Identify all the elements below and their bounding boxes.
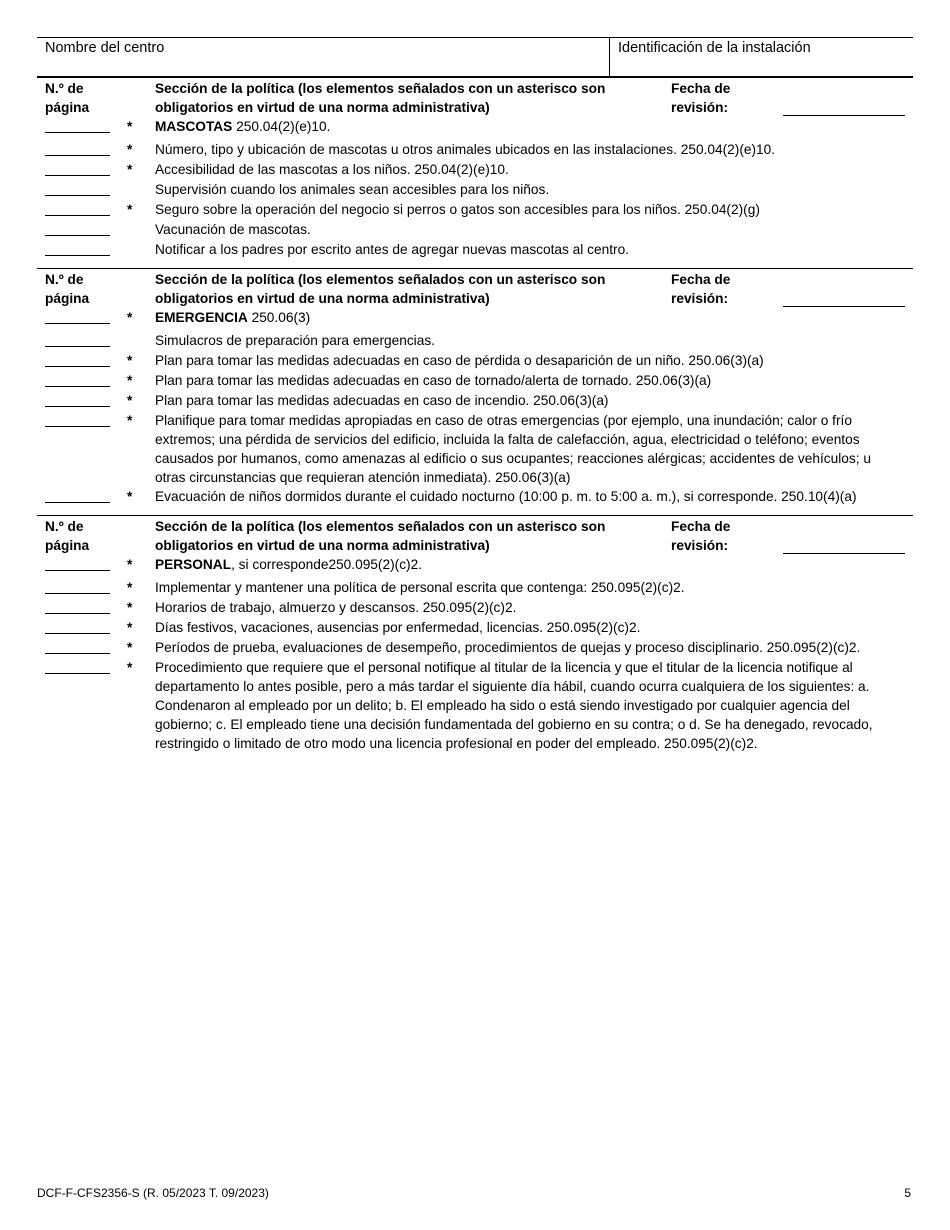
section-title-row (37, 117, 913, 137)
page-number-field[interactable] (37, 391, 155, 411)
review-date-label: Fecha de revisión: (671, 519, 731, 553)
page-number-field[interactable] (37, 658, 155, 753)
policy-item-row (37, 220, 913, 240)
section-title (155, 555, 913, 575)
policy-item-text: Accesibilidad de las mascotas a los niños. 250.04(2)(e)10. (155, 162, 509, 177)
facility-header (37, 37, 913, 78)
policy-item-text: Procedimiento que requiere que el personal notifique al titular de la licencia y que el titular de la licencia notifique al departamento lo antes posible, pero a más tardar el siguiente día hábil, cuando ocurra cualquiera de los siguientes: a. Condenaron al empleado por un delito; b. El empleado ha sido o está siendo investigado por cualquier agencia del gobierno; c. El empleado tiene una decisión fundamentada del gobierno en su contra; o d. Se ha denegado, revocado, restringido o limitado de otro modo una licencia profesional en poder del empleado. 250.095(2)(c)2. (155, 660, 873, 751)
page-number-field[interactable] (37, 160, 155, 180)
required-asterisk: * (127, 142, 133, 157)
policy-item-text: Evacuación de niños dormidos durante el cuidado nocturno (10:00 p. m. to 5:00 a. m.), si corresponde. 250.10(4)(a) (155, 489, 857, 504)
required-asterisk: * (127, 413, 133, 428)
policy-item-text: Simulacros de preparación para emergencias. (155, 333, 435, 348)
required-asterisk: * (127, 600, 133, 615)
page-number-field[interactable] (37, 308, 155, 328)
policy-item-text: Días festivos, vacaciones, ausencias por enfermedad, licencias. 250.095(2)(c)2. (155, 620, 641, 635)
policy-item-row (37, 140, 913, 160)
policy-item-text: Períodos de prueba, evaluaciones de desempeño, procedimientos de quejas y proceso disciplinario. 250.095(2)(c)2. (155, 640, 861, 655)
page-number-field[interactable] (37, 578, 155, 598)
review-date-field[interactable] (783, 79, 913, 117)
section-divider (37, 515, 913, 516)
required-asterisk: * (127, 353, 133, 368)
review-date-label: Fecha de revisión: (671, 81, 731, 115)
policy-column-label: Sección de la política (los elementos señalados con un asterisco son obligatorios en virtud de una norma administrativa) (155, 272, 606, 306)
policy-item-row (37, 371, 913, 391)
page-number-field[interactable] (37, 598, 155, 618)
required-asterisk: * (127, 202, 133, 217)
page-number-column-label: N.º de página (45, 272, 90, 306)
form-id: DCF-F-CFS2356-S (R. 05/2023 T. 09/2023) (37, 1186, 269, 1200)
page-number-field[interactable] (37, 180, 155, 200)
page-number-field[interactable] (37, 351, 155, 371)
page-number-column-label: N.º de página (45, 519, 90, 553)
facility-name-field[interactable] (37, 38, 610, 76)
section-divider (37, 268, 913, 269)
page-number-field[interactable] (37, 240, 155, 260)
policy-item-row (37, 351, 913, 371)
policy-item-row (37, 487, 913, 507)
policy-item-row (37, 658, 913, 753)
section-title (155, 308, 913, 328)
page-number-field[interactable] (37, 117, 155, 137)
policy-item-text: Supervisión cuando los animales sean accesibles para los niños. (155, 182, 550, 197)
required-asterisk: * (127, 580, 133, 595)
policy-column-label: Sección de la política (los elementos señalados con un asterisco son obligatorios en virtud de una norma administrativa) (155, 519, 606, 553)
section-title (155, 117, 913, 137)
required-asterisk: * (127, 310, 133, 325)
page-number-field[interactable] (37, 638, 155, 658)
page-number-field[interactable] (37, 411, 155, 487)
page-number-field[interactable] (37, 331, 155, 351)
required-asterisk: * (127, 620, 133, 635)
page-number-field[interactable] (37, 220, 155, 240)
policy-item-row (37, 638, 913, 658)
policy-item-row (37, 391, 913, 411)
policy-item-text: Número, tipo y ubicación de mascotas u otros animales ubicados en las instalaciones. 250.04(2)(e)10. (155, 142, 776, 157)
section-title-citation: 250.06(3) (247, 310, 311, 325)
facility-id-field[interactable] (610, 38, 913, 76)
policy-item-row (37, 180, 913, 200)
policy-item-text: Vacunación de mascotas. (155, 222, 311, 237)
policy-item-row (37, 411, 913, 487)
policy-item-row (37, 160, 913, 180)
policy-item-row (37, 598, 913, 618)
required-asterisk: * (127, 640, 133, 655)
section-title-bold: MASCOTAS (155, 119, 233, 134)
review-date-field[interactable] (783, 270, 913, 308)
policy-item-text: Seguro sobre la operación del negocio si perros o gatos son accesibles para los niños. 250.04(2)(g) (155, 202, 760, 217)
facility-name-label: Nombre del centro (45, 40, 165, 56)
policy-item-text: Plan para tomar las medidas adecuadas en caso de pérdida o desaparición de un niño. 250.06(3)(a) (155, 353, 764, 368)
page-number-column-label: N.º de página (45, 81, 90, 115)
policy-item-row (37, 578, 913, 598)
section-column-header (37, 79, 913, 117)
section-title-citation: , si corresponde250.095(2)(c)2. (231, 557, 423, 572)
section-column-header (37, 270, 913, 308)
policy-item-row (37, 240, 913, 260)
policy-column-label: Sección de la política (los elementos señalados con un asterisco son obligatorios en virtud de una norma administrativa) (155, 81, 606, 115)
review-date-label: Fecha de revisión: (671, 272, 731, 306)
page-number-field[interactable] (37, 555, 155, 575)
policy-item-row (37, 200, 913, 220)
section-title-bold: EMERGENCIA (155, 310, 248, 325)
policy-section (37, 517, 913, 753)
section-title-bold: PERSONAL (155, 557, 232, 572)
required-asterisk: * (127, 119, 133, 134)
policy-item-text: Horarios de trabajo, almuerzo y descansos. 250.095(2)(c)2. (155, 600, 517, 615)
page-number-field[interactable] (37, 140, 155, 160)
policy-item-text: Plan para tomar las medidas adecuadas en caso de tornado/alerta de tornado. 250.06(3)(a) (155, 373, 712, 388)
policy-item-text: Notificar a los padres por escrito antes de agregar nuevas mascotas al centro. (155, 242, 629, 257)
required-asterisk: * (127, 393, 133, 408)
required-asterisk: * (127, 489, 133, 504)
section-title-row (37, 555, 913, 575)
policy-item-text: Implementar y mantener una política de personal escrita que contenga: 250.095(2)(c)2. (155, 580, 685, 595)
section-column-header (37, 517, 913, 555)
policy-item-text: Planifique para tomar medidas apropiadas en caso de otras emergencias (por ejemplo, una inundación; calor o frío extremos; una pérdida de servicios del edificio, incluida la falta de calefacción, agua, electricidad o teléfono; eventos causados por humanos, como amenazas al edificio o sus ocupantes; reacciones alérgicas; accidentes de vehículos; u otras circunstancias que requieran atención inmediata). 250.06(3)(a) (155, 413, 871, 485)
page-number-field[interactable] (37, 487, 155, 507)
required-asterisk: * (127, 162, 133, 177)
policy-section (37, 79, 913, 260)
section-title-row (37, 308, 913, 328)
section-title-citation: 250.04(2)(e)10. (232, 119, 331, 134)
review-date-field[interactable] (783, 517, 913, 555)
facility-id-label: Identificación de la instalación (618, 40, 811, 56)
page-number-field[interactable] (37, 200, 155, 220)
policy-item-row (37, 331, 913, 351)
policy-item-text: Plan para tomar las medidas adecuadas en caso de incendio. 250.06(3)(a) (155, 393, 609, 408)
page-number-field[interactable] (37, 618, 155, 638)
page-footer (37, 1186, 913, 1200)
required-asterisk: * (127, 373, 133, 388)
page-number: 5 (904, 1186, 911, 1200)
page-number-field[interactable] (37, 371, 155, 391)
policy-section (37, 270, 913, 507)
required-asterisk: * (127, 557, 133, 572)
policy-item-row (37, 618, 913, 638)
required-asterisk: * (127, 660, 133, 675)
